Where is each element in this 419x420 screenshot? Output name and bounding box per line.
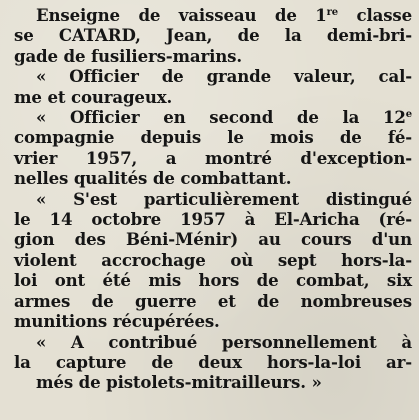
citation-line: la capture de deux hors-la-loi ar- bbox=[14, 351, 412, 372]
citation-line: vrier 1957, a montré d'exception- bbox=[14, 147, 412, 168]
citation-line: Enseigne de vaisseau de 1re classe bbox=[36, 5, 412, 25]
citation-line: gade de fusiliers-marins. bbox=[14, 45, 243, 66]
citation-line: més de pistolets-mitrailleurs. » bbox=[36, 372, 322, 393]
citation-line: compagnie depuis le mois de fé- bbox=[14, 127, 412, 148]
citation-line: munitions récupérées. bbox=[14, 311, 220, 332]
citation-line: violent accrochage où sept hors-la- bbox=[14, 249, 412, 270]
citation-line: se CATARD, Jean, de la demi-bri- bbox=[14, 25, 412, 46]
citation-line: « Officier de grande valeur, cal- bbox=[36, 66, 412, 87]
citation-line: armes de guerre et de nombreuses bbox=[14, 290, 412, 311]
citation-line: le 14 octobre 1957 à El-Aricha (ré- bbox=[14, 209, 412, 230]
citation-text bbox=[14, 5, 412, 393]
ordinal-superscript: re bbox=[326, 7, 338, 18]
citation-line: nelles qualités de combattant. bbox=[14, 168, 292, 189]
citation-line: « S'est particulièrement distingué bbox=[36, 188, 412, 209]
ordinal-superscript: e bbox=[405, 109, 412, 121]
citation-line: « Officier en second de la 12e bbox=[36, 107, 412, 128]
citation-line: loi ont été mis hors de combat, six bbox=[14, 270, 412, 291]
citation-line: gion des Béni-Ménir) au cours d'un bbox=[14, 229, 412, 250]
citation-line: « A contribué personnellement à bbox=[36, 331, 412, 352]
citation-line: me et courageux. bbox=[14, 86, 173, 107]
